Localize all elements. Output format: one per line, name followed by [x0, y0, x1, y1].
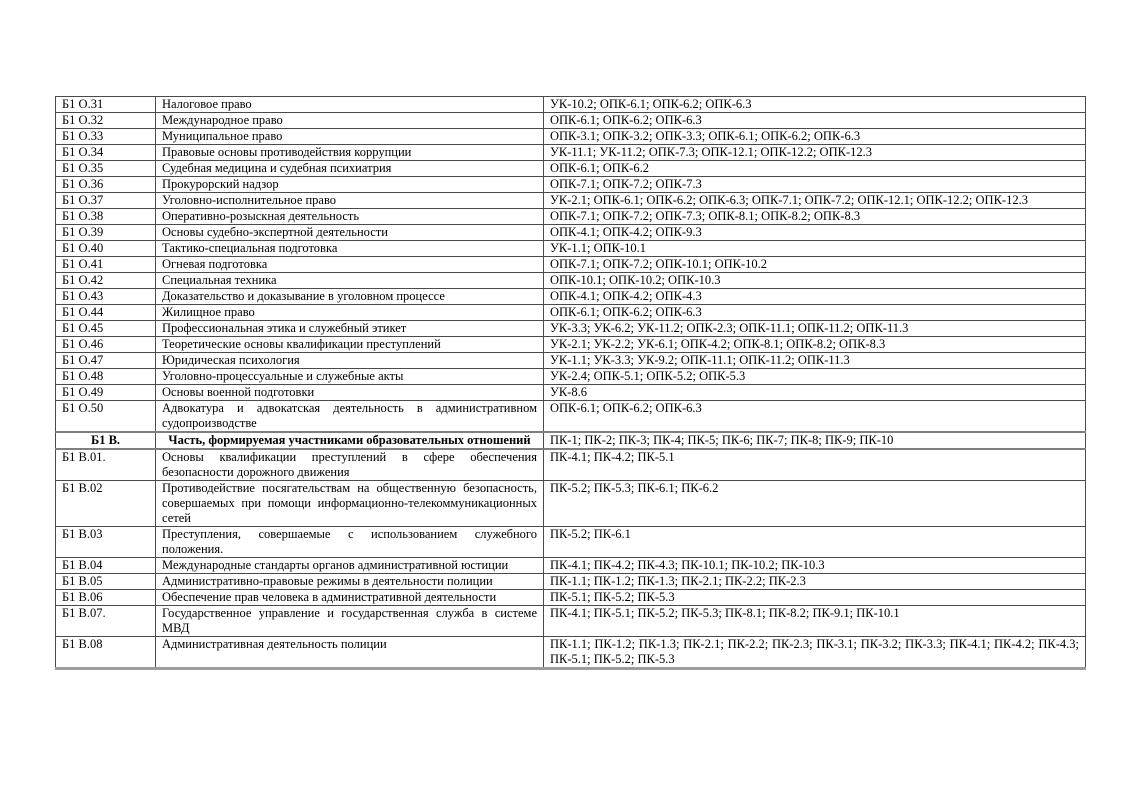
section-header-row	[56, 432, 1086, 449]
competences-cell: ОПК-4.1; ОПК-4.2; ОПК-4.3	[544, 289, 1086, 305]
table-row	[56, 225, 1086, 241]
course-name-cell: Специальная техника	[156, 273, 544, 289]
competences-cell: ПК-5.1; ПК-5.2; ПК-5.3	[544, 590, 1086, 606]
competences-cell: ПК-4.1; ПК-5.1; ПК-5.2; ПК-5.3; ПК-8.1; ПК-8.2; ПК-9.1; ПК-10.1	[544, 606, 1086, 637]
course-name-cell: Основы судебно-экспертной деятельности	[156, 225, 544, 241]
table-row	[56, 129, 1086, 145]
competences-cell: ПК-4.1; ПК-4.2; ПК-5.1	[544, 449, 1086, 481]
course-name-cell: Огневая подготовка	[156, 257, 544, 273]
course-code-cell: Б1 О.45	[56, 321, 156, 337]
competences-cell: УК-2.1; ОПК-6.1; ОПК-6.2; ОПК-6.3; ОПК-7.1; ОПК-7.2; ОПК-12.1; ОПК-12.2; ОПК-12.3	[544, 193, 1086, 209]
course-code-cell: Б1 О.43	[56, 289, 156, 305]
course-name-cell: Часть, формируемая участниками образовательных отношений	[156, 432, 544, 449]
table-row	[56, 209, 1086, 225]
table-row	[56, 321, 1086, 337]
competences-cell: ОПК-10.1; ОПК-10.2; ОПК-10.3	[544, 273, 1086, 289]
course-name-cell: Обеспечение прав человека в административной деятельности	[156, 590, 544, 606]
course-code-cell: Б1 О.41	[56, 257, 156, 273]
course-name-cell: Административно-правовые режимы в деятельности полиции	[156, 574, 544, 590]
course-name-cell: Налоговое право	[156, 97, 544, 113]
course-code-cell: Б1 В.	[56, 432, 156, 449]
competences-cell: ОПК-6.1; ОПК-6.2; ОПК-6.3	[544, 401, 1086, 433]
table-row	[56, 527, 1086, 558]
course-code-cell: Б1 О.49	[56, 385, 156, 401]
course-name-cell: Административная деятельность полиции	[156, 637, 544, 669]
competences-cell: ПК-1.1; ПК-1.2; ПК-1.3; ПК-2.1; ПК-2.2; ПК-2.3; ПК-3.1; ПК-3.2; ПК-3.3; ПК-4.1; ПК-4.2; ПК-4.3; ПК-5.1; ПК-5.2; ПК-5.3	[544, 637, 1086, 669]
competences-cell: ОПК-7.1; ОПК-7.2; ОПК-7.3; ОПК-8.1; ОПК-8.2; ОПК-8.3	[544, 209, 1086, 225]
course-name-cell: Противодействие посягательствам на общественную безопасность, совершаемых при помощи информационно-телекоммуникационных сетей	[156, 481, 544, 527]
competences-cell: ПК-1; ПК-2; ПК-3; ПК-4; ПК-5; ПК-6; ПК-7; ПК-8; ПК-9; ПК-10	[544, 432, 1086, 449]
table-row	[56, 558, 1086, 574]
course-name-cell: Профессиональная этика и служебный этикет	[156, 321, 544, 337]
course-code-cell: Б1 В.05	[56, 574, 156, 590]
table-row	[56, 637, 1086, 669]
course-code-cell: Б1 В.03	[56, 527, 156, 558]
competences-cell: ПК-5.2; ПК-5.3; ПК-6.1; ПК-6.2	[544, 481, 1086, 527]
table-row	[56, 193, 1086, 209]
course-code-cell: Б1 О.44	[56, 305, 156, 321]
table-row	[56, 590, 1086, 606]
course-code-cell: Б1 О.50	[56, 401, 156, 433]
course-name-cell: Оперативно-розыскная деятельность	[156, 209, 544, 225]
table-row	[56, 177, 1086, 193]
competences-cell: ОПК-6.1; ОПК-6.2	[544, 161, 1086, 177]
table-row	[56, 273, 1086, 289]
competences-cell: УК-1.1; УК-3.3; УК-9.2; ОПК-11.1; ОПК-11.2; ОПК-11.3	[544, 353, 1086, 369]
competences-cell: ОПК-7.1; ОПК-7.2; ОПК-7.3	[544, 177, 1086, 193]
course-code-cell: Б1 О.47	[56, 353, 156, 369]
competences-cell: УК-3.3; УК-6.2; УК-11.2; ОПК-2.3; ОПК-11.1; ОПК-11.2; ОПК-11.3	[544, 321, 1086, 337]
competences-cell: ОПК-6.1; ОПК-6.2; ОПК-6.3	[544, 113, 1086, 129]
course-name-cell: Международное право	[156, 113, 544, 129]
course-code-cell: Б1 О.39	[56, 225, 156, 241]
course-code-cell: Б1 В.04	[56, 558, 156, 574]
table-row	[56, 305, 1086, 321]
course-name-cell: Тактико-специальная подготовка	[156, 241, 544, 257]
competences-cell: ОПК-3.1; ОПК-3.2; ОПК-3.3; ОПК-6.1; ОПК-6.2; ОПК-6.3	[544, 129, 1086, 145]
table-row	[56, 161, 1086, 177]
table-row	[56, 401, 1086, 433]
course-name-cell: Судебная медицина и судебная психиатрия	[156, 161, 544, 177]
table-row	[56, 369, 1086, 385]
course-code-cell: Б1 В.02	[56, 481, 156, 527]
table-row	[56, 289, 1086, 305]
table-row	[56, 337, 1086, 353]
table-row	[56, 113, 1086, 129]
course-name-cell: Прокурорский надзор	[156, 177, 544, 193]
competences-cell: ОПК-7.1; ОПК-7.2; ОПК-10.1; ОПК-10.2	[544, 257, 1086, 273]
competences-cell: УК-10.2; ОПК-6.1; ОПК-6.2; ОПК-6.3	[544, 97, 1086, 113]
course-name-cell: Жилищное право	[156, 305, 544, 321]
course-code-cell: Б1 О.42	[56, 273, 156, 289]
course-code-cell: Б1 В.07.	[56, 606, 156, 637]
table-row	[56, 449, 1086, 481]
competences-cell: ПК-4.1; ПК-4.2; ПК-4.3; ПК-10.1; ПК-10.2; ПК-10.3	[544, 558, 1086, 574]
course-name-cell: Теоретические основы квалификации преступлений	[156, 337, 544, 353]
competences-cell: УК-2.1; УК-2.2; УК-6.1; ОПК-4.2; ОПК-8.1; ОПК-8.2; ОПК-8.3	[544, 337, 1086, 353]
course-code-cell: Б1 В.06	[56, 590, 156, 606]
competences-cell: УК-11.1; УК-11.2; ОПК-7.3; ОПК-12.1; ОПК-12.2; ОПК-12.3	[544, 145, 1086, 161]
course-code-cell: Б1 О.46	[56, 337, 156, 353]
course-name-cell: Правовые основы противодействия коррупции	[156, 145, 544, 161]
course-name-cell: Адвокатура и адвокатская деятельность в административном судопроизводстве	[156, 401, 544, 433]
course-code-cell: Б1 О.32	[56, 113, 156, 129]
course-name-cell: Муниципальное право	[156, 129, 544, 145]
course-code-cell: Б1 В.08	[56, 637, 156, 669]
competences-cell: УК-2.4; ОПК-5.1; ОПК-5.2; ОПК-5.3	[544, 369, 1086, 385]
competences-cell: ПК-1.1; ПК-1.2; ПК-1.3; ПК-2.1; ПК-2.2; ПК-2.3	[544, 574, 1086, 590]
curriculum-competency-table	[55, 96, 1086, 670]
table-row	[56, 145, 1086, 161]
course-code-cell: Б1 О.33	[56, 129, 156, 145]
table-row	[56, 385, 1086, 401]
course-code-cell: Б1 О.48	[56, 369, 156, 385]
course-code-cell: Б1 О.34	[56, 145, 156, 161]
course-name-cell: Уголовно-процессуальные и служебные акты	[156, 369, 544, 385]
table-row	[56, 241, 1086, 257]
course-name-cell: Основы квалификации преступлений в сфере обеспечения безопасности дорожного движения	[156, 449, 544, 481]
course-name-cell: Уголовно-исполнительное право	[156, 193, 544, 209]
competences-cell: ОПК-4.1; ОПК-4.2; ОПК-9.3	[544, 225, 1086, 241]
table-row	[56, 353, 1086, 369]
table-row	[56, 481, 1086, 527]
table-row	[56, 574, 1086, 590]
course-name-cell: Основы военной подготовки	[156, 385, 544, 401]
course-code-cell: Б1 О.37	[56, 193, 156, 209]
competences-cell: ОПК-6.1; ОПК-6.2; ОПК-6.3	[544, 305, 1086, 321]
course-name-cell: Доказательство и доказывание в уголовном процессе	[156, 289, 544, 305]
course-name-cell: Преступления, совершаемые с использованием служебного положения.	[156, 527, 544, 558]
table-row	[56, 606, 1086, 637]
course-code-cell: Б1 О.40	[56, 241, 156, 257]
course-code-cell: Б1 О.38	[56, 209, 156, 225]
course-name-cell: Юридическая психология	[156, 353, 544, 369]
competences-cell: УК-1.1; ОПК-10.1	[544, 241, 1086, 257]
competences-cell: УК-8.6	[544, 385, 1086, 401]
competences-cell: ПК-5.2; ПК-6.1	[544, 527, 1086, 558]
course-code-cell: Б1 О.36	[56, 177, 156, 193]
course-code-cell: Б1 В.01.	[56, 449, 156, 481]
course-name-cell: Международные стандарты органов административной юстиции	[156, 558, 544, 574]
table-row	[56, 257, 1086, 273]
course-name-cell: Государственное управление и государственная служба в системе МВД	[156, 606, 544, 637]
course-code-cell: Б1 О.31	[56, 97, 156, 113]
table-body	[56, 97, 1086, 669]
course-code-cell: Б1 О.35	[56, 161, 156, 177]
table-row	[56, 97, 1086, 113]
